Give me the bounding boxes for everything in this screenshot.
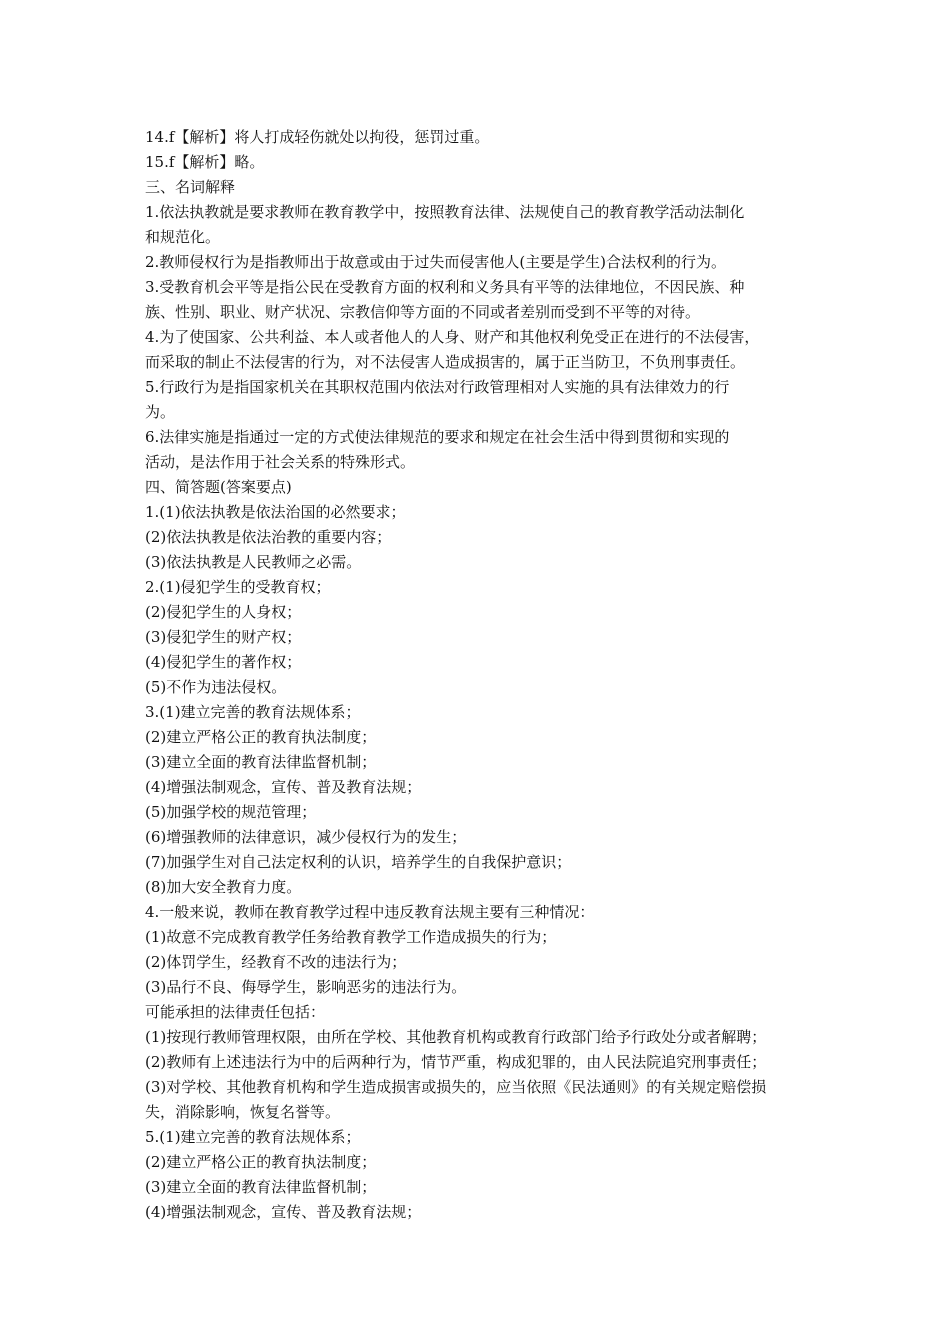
text-line: (3)依法执教是人民教师之必需。 <box>145 553 362 571</box>
text-line: (3)侵犯学生的财产权； <box>145 628 302 646</box>
text-line: (2)建立严格公正的教育执法制度； <box>145 728 377 746</box>
text-line: 2.教师侵权行为是指教师出于故意或由于过失而侵害他人(主要是学生)合法权利的行为。 <box>145 253 727 271</box>
text-line: 失，消除影响，恢复名誉等。 <box>145 1103 341 1121</box>
text-line: 为。 <box>145 403 176 421</box>
text-line: (4)增强法制观念，宣传、普及教育法规； <box>145 778 422 796</box>
text-line: (1)故意不完成教育教学任务给教育教学工作造成损失的行为； <box>145 928 557 946</box>
document-body <box>145 125 815 1225</box>
text-line: (3)建立全面的教育法律监督机制； <box>145 1178 377 1196</box>
text-line: (3)建立全面的教育法律监督机制； <box>145 753 377 771</box>
text-line: 15.f【解析】略。 <box>145 153 265 171</box>
text-line: 5.行政行为是指国家机关在其职权范围内依法对行政管理相对人实施的具有法律效力的行 <box>145 378 730 396</box>
text-line: (6)增强教师的法律意识，减少侵权行为的发生； <box>145 828 467 846</box>
text-line: (7)加强学生对自己法定权利的认识，培养学生的自我保护意识； <box>145 853 572 871</box>
text-line: (2)依法执教是依法治教的重要内容； <box>145 528 392 546</box>
text-line: 活动，是法作用于社会关系的特殊形式。 <box>145 453 416 471</box>
text-line: 6.法律实施是指通过一定的方式使法律规范的要求和规定在社会生活中得到贯彻和实现的 <box>145 428 730 446</box>
text-line: (3)对学校、其他教育机构和学生造成损害或损失的，应当依照《民法通则》的有关规定赔偿损 <box>145 1078 767 1096</box>
text-line: (1)按现行教师管理权限，由所在学校、其他教育机构或教育行政部门给予行政处分或者解聘； <box>145 1028 767 1046</box>
text-line: (4)增强法制观念，宣传、普及教育法规； <box>145 1203 422 1221</box>
section-heading: 四、简答题(答案要点) <box>145 478 292 496</box>
text-line: (4)侵犯学生的著作权； <box>145 653 302 671</box>
text-line: 1.(1)依法执教是依法治国的必然要求； <box>145 503 406 521</box>
text-line: 可能承担的法律责任包括： <box>145 1003 326 1021</box>
text-line: 族、性别、职业、财产状况、宗教信仰等方面的不同或者差别而受到不平等的对待。 <box>145 303 701 321</box>
text-line: (2)教师有上述违法行为中的后两种行为，情节严重，构成犯罪的，由人民法院追究刑事责任； <box>145 1053 767 1071</box>
text-line: 4.一般来说，教师在教育教学过程中违反教育法规主要有三种情况： <box>145 903 595 921</box>
text-line: (2)侵犯学生的人身权； <box>145 603 302 621</box>
text-line: (8)加大安全教育力度。 <box>145 878 302 896</box>
text-line: 和规范化。 <box>145 228 221 246</box>
text-line: (2)体罚学生，经教育不改的违法行为； <box>145 953 407 971</box>
text-line: (3)品行不良、侮辱学生，影响恶劣的违法行为。 <box>145 978 467 996</box>
text-line: 5.(1)建立完善的教育法规体系； <box>145 1128 361 1146</box>
text-line: 1.依法执教就是要求教师在教育教学中，按照教育法律、法规使自己的教育教学活动法制化 <box>145 203 745 221</box>
text-line: 而采取的制止不法侵害的行为，对不法侵害人造成损害的，属于正当防卫，不负刑事责任。 <box>145 353 746 371</box>
text-line: (5)不作为违法侵权。 <box>145 678 287 696</box>
text-line: 2.(1)侵犯学生的受教育权； <box>145 578 331 596</box>
section-heading: 三、名词解释 <box>145 178 236 196</box>
text-line: (5)加强学校的规范管理； <box>145 803 317 821</box>
text-line: 14.f【解析】将人打成轻伤就处以拘役，惩罚过重。 <box>145 128 490 146</box>
text-line: (2)建立严格公正的教育执法制度； <box>145 1153 377 1171</box>
text-line: 4.为了使国家、公共利益、本人或者他人的人身、财产和其他权利免受正在进行的不法侵害， <box>145 328 760 346</box>
text-line: 3.受教育机会平等是指公民在受教育方面的权利和义务具有平等的法律地位，不因民族、种 <box>145 278 745 296</box>
text-line: 3.(1)建立完善的教育法规体系； <box>145 703 361 721</box>
